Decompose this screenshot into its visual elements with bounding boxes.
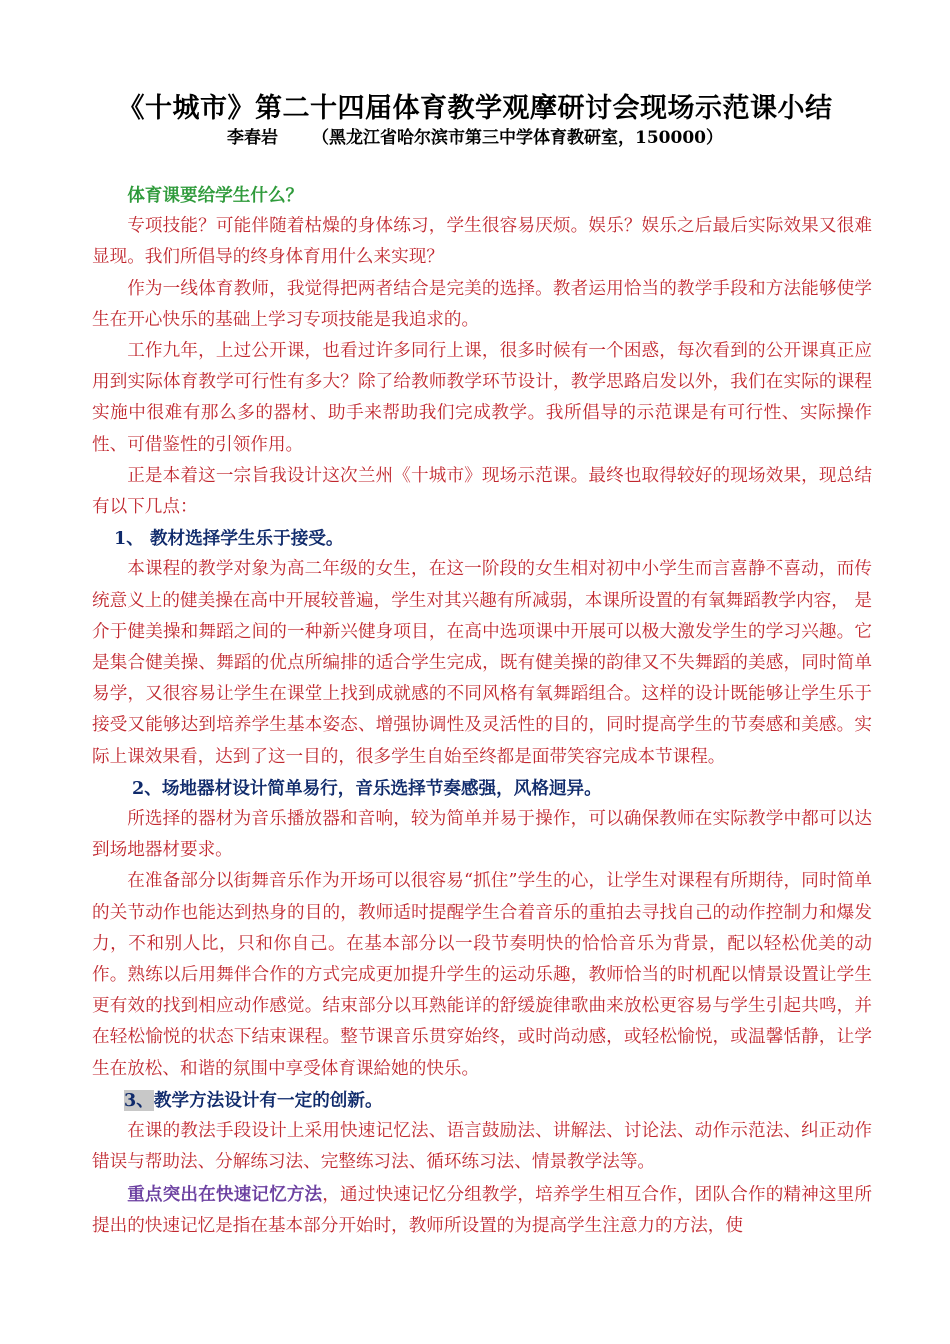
author-name: 李春岩 [227,128,278,148]
paragraph [92,1179,872,1242]
paragraph: 专项技能？可能伴随着枯燥的身体练习，学生很容易厌烦。娱乐？娱乐之后最后实际效果又很难显现。我们所倡导的终身体育用什么来实现？ [92,216,872,268]
byline [0,123,950,148]
document-body [92,180,872,1242]
section-heading-2: 2、场地器材设计简单易行，音乐选择节奏感强，风格迥异。 [132,777,602,799]
heading-number: 3、 [124,1089,154,1111]
author-affiliation: （黑龙江省哈尔滨市第三中学体育教研室，150000） [312,128,723,148]
section-question: 体育课要给学生什么？ [127,185,304,206]
paragraph: 正是本着这一宗旨我设计这次兰州《十城市》现场示范课。最终也取得较好的现场效果，现总结有以下几点： [92,465,872,518]
heading-text: 教学方法设计有一定的创新。 [153,1089,383,1111]
document-title: 《十城市》第二十四届体育教学观摩研讨会现场示范课小结 [117,93,833,124]
paragraph-text: ，通过快速记忆分组教学，培养学生相互合作，团队合作的精神这里所提出的快速记忆是指在基本部分开始时，教师所设置的为提高学生注意力的方法，使 [92,1184,872,1236]
section-heading-1: 1、 教材选择学生乐于接受。 [114,528,344,550]
paragraph: 作为一线体育教师，我觉得把两者结合是完美的选择。教者运用恰当的教学手段和方法能够使学生在开心快乐的基础上学习专项技能是我追求的。 [92,278,872,330]
section-heading-3 [92,1085,872,1116]
paragraph: 在准备部分以街舞音乐作为开场可以很容易“抓住”学生的心，让学生对课程有所期待，同时简单的关节动作也能达到热身的目的，教师适时提醒学生合着音乐的重拍去寻找自己的动作控制力和爆发力，不和别人比，只和你自己。在基本部分以一段节奏明快的恰恰音乐为背景，配以轻松优美的动作。熟练以后用舞伴合作的方式完成更加提升学生的运动乐趣，教师恰当的时机配以情景设置让学生更有效的找到相应动作感觉。结束部分以耳熟能详的舒缓旋律歌曲来放松更容易与学生引起共鸣，并在轻松愉悦的状态下结束课程。整节课音乐贯穿始终，或时尚动感，或轻松愉悦，或温馨恬静，让学生在放松、和谐的氛围中享受体育课給她的快乐。 [92,871,872,1079]
paragraph: 在课的教法手段设计上采用快速记忆法、语言鼓励法、讲解法、讨论法、动作示范法、纠正动作错误与帮助法、分解练习法、完整练习法、循环练习法、情景教学法等。 [92,1121,872,1173]
paragraph: 工作九年，上过公开课，也看过许多同行上课，很多时候有一个困惑，每次看到的公开课真正应用到实际体育教学可行性有多大？除了给教师教学环节设计，教学思路启发以外，我们在实际的课程实施中很难有那么多的器材、助手来帮助我们完成教学。我所倡导的示范课是有可行性、实际操作性、可借鉴性的引领作用。 [92,341,872,455]
emphasis-lead: 重点突出在快速记忆方法 [127,1183,323,1205]
paragraph: 本课程的教学对象为高二年级的女生，在这一阶段的女生相对初中小学生而言喜静不喜动，而传统意义上的健美操在高中开展较普遍，学生对其兴趣有所减弱，本课所设置的有氧舞蹈教学内容， 是介于健美操和舞蹈之间的一种新兴健身项目，在高中选项课中开展可以极大激发学生的学习兴趣。它是集合健美操、舞蹈的优点所编排的适合学生完成，既有健美操的韵律又不失舞蹈的美感，同时简单易学，又很容易让学生在课堂上找到成就感的不同风格有氧舞蹈组合。这样的设计既能够让学生乐于接受又能够达到培养学生基本姿态、增强协调性及灵活性的目的，同时提高学生的节奏感和美感。实际上课效果看，达到了这一目的，很多学生自始至终都是面带笑容完成本节课程。 [92,559,872,767]
paragraph: 所选择的器材为音乐播放器和音响，较为简单并易于操作，可以确保教师在实际教学中都可以达到场地器材要求。 [92,809,872,861]
